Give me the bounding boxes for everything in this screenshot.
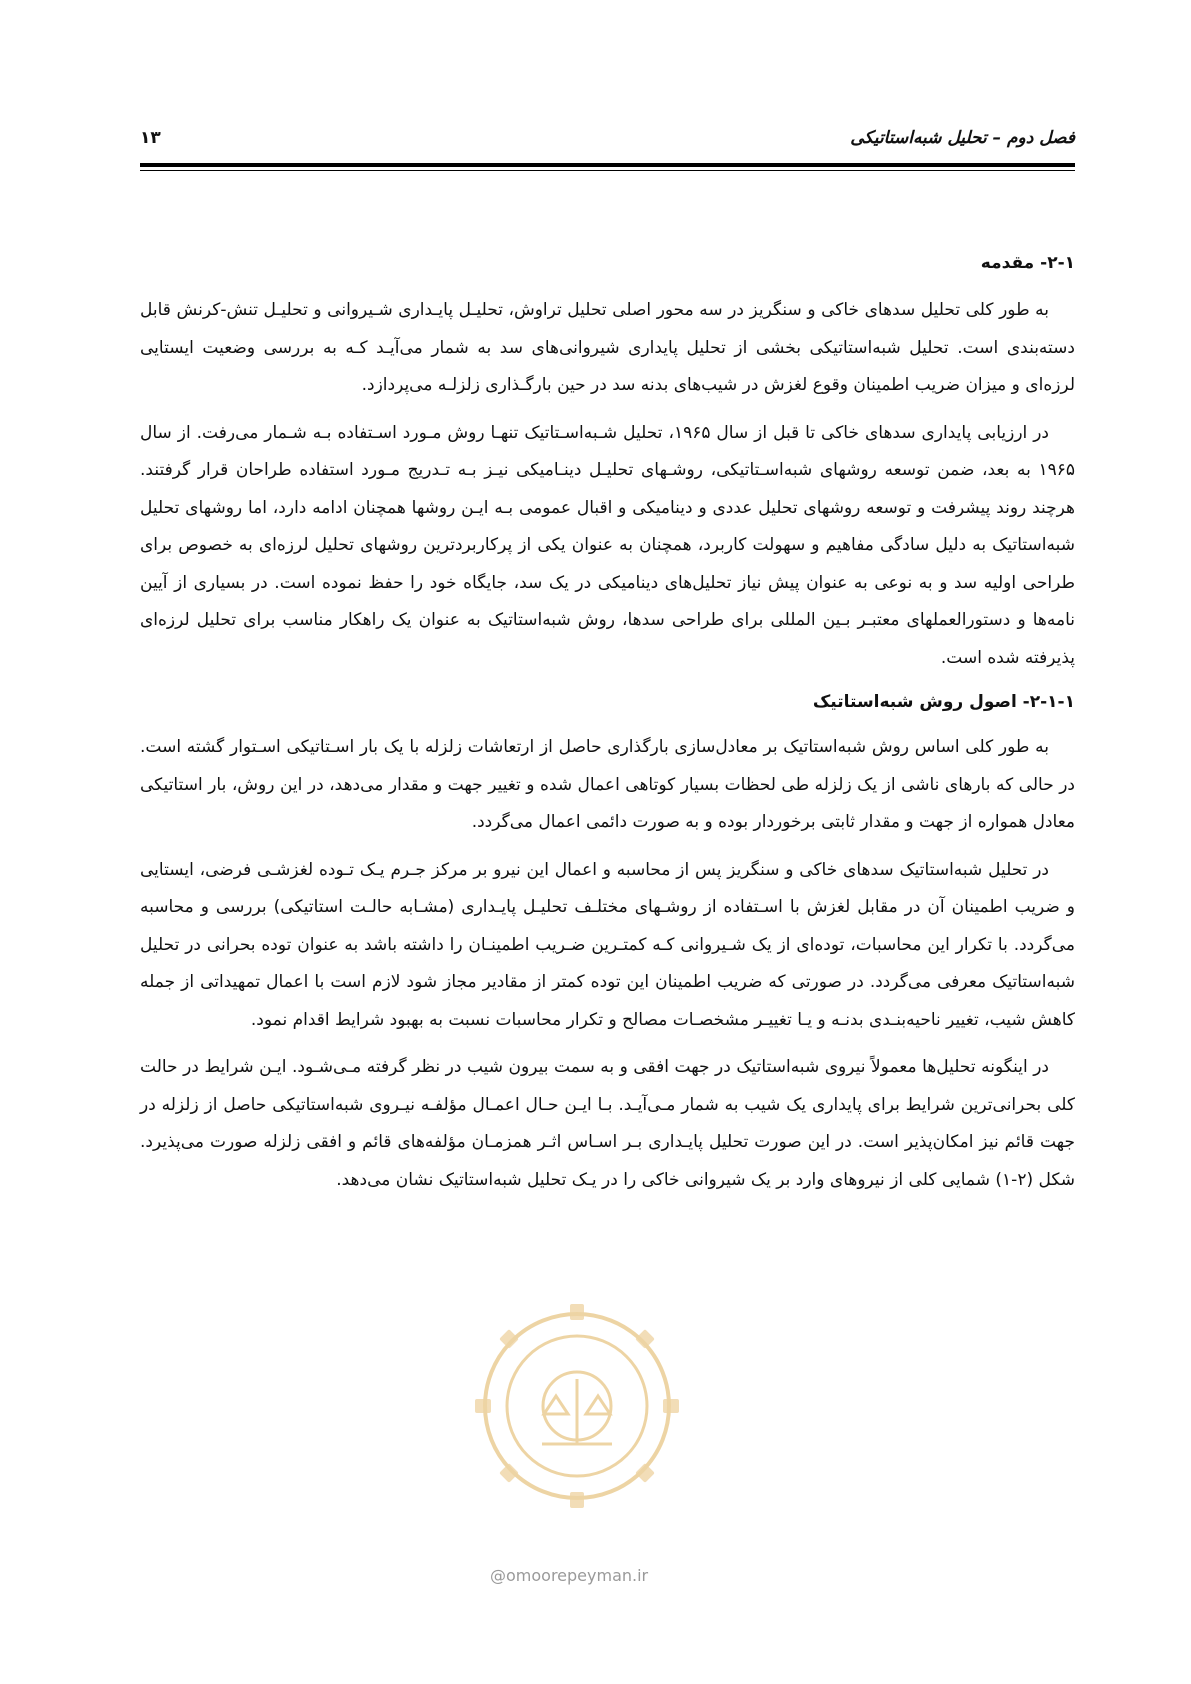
paragraph: به طور کلی تحلیل سدهای خاکی و سنگریز در سه محور اصلی تحلیل تراوش، تحلیـل پایـداری شـیروانی و تحلیـل تنش-کرنش قابل دسته‌بندی است. تحلیل شبه‌استاتیکی بخشی از تحلیل پایداری شیروانی‌های سد به شمار می‌آیـد کـه به بررسی وضعیت ایستایی لرزه‌ای و میزان ضریب اطمینان وقوع لغزش در شیب‌های بدنه سد در حین بارگـذاری زلزلـه می‌پردازد. — [140, 300, 1075, 395]
paragraph: در اینگونه تحلیل‌ها معمولاً نیروی شبه‌استاتیک در جهت افقی و به سمت بیرون شیب در نظر گرفته مـی‌شـود. ایـن شرایط در حالت کلی بحرانی‌ترین شرایط برای پایداری یک شیب به شمار مـی‌آیـد. بـا ایـن حـال اعمـال مؤلفـه نیـروی شبه‌استاتیکی حاصل از زلزله در جهت قائم نیز امکان‌پذیر است. در این صورت تحلیل پایـداری بـر اسـاس اثـر همزمـان مؤلفه‌های قائم و افقی زلزله صورت می‌پذیرد. شکل (۲-۱) شمایی کلی از نیروهای وارد بر یک شیروانی خاکی را در یـک تحلیل شبه‌استاتیک نشان می‌دهد. — [140, 1057, 1075, 1190]
header-rule-thin — [140, 170, 1075, 171]
paragraph: در تحلیل شبه‌استاتیک سدهای خاکی و سنگریز پس از محاسبه و اعمال این نیرو بر مرکز جـرم یـک تـوده لغزشـی فرضی، ایستایی و ضریب اطمینان آن در مقابل لغزش با اسـتفاده از روشـهای مختلـف تحلیـل پایـداری (مشـابه حالـت استاتیکی) بررسی و محاسبه می‌گردد. با تکرار این محاسبات، توده‌ای از یک شـیروانی کـه کمتـرین ضـریب اطمینـان را داشته باشد به عنوان توده بحرانی در تحلیل شبه‌استاتیک معرفی می‌گردد. در صورتی که ضریب اطمینان این توده کمتر از مقادیر مجاز شود لازم است با اعمال تمهیداتی از جمله کاهش شیب، تغییر ناحیه‌بنـدی بدنـه و یـا تغییـر مشخصـات مصالح و تکرار محاسبات نسبت به بهبود شرایط اقدام نمود. — [140, 859, 1075, 1030]
section-heading: ۲-۱- مقدمه — [980, 253, 1075, 273]
running-title: فصل دوم – تحلیل شبه‌استاتیکی — [850, 128, 1075, 148]
paragraph: در ارزیابی پایداری سدهای خاکی تا قبل از سال ۱۹۶۵، تحلیل شـبه‌اسـتاتیک تنهـا روش مـورد اسـتفاده بـه شـمار می‌رفت. از سال ۱۹۶۵ به بعد، ضمن توسعه روشهای شبه‌اسـتاتیکی، روشـهای تحلیـل دینـامیکی نیـز بـه تـدریج مـورد استفاده طراحان قرار گرفتند. هرچند روند پیشرفت و توسعه روشهای تحلیل عددی و دینامیکی و اقبال عمومی بـه ایـن روشها همچنان ادامه دارد، اما روشهای تحلیل شبه‌استاتیک به دلیل سادگی مفاهیم و سهولت کاربرد، همچنان به عنوان یکی از پرکاربردترین روشهای تحلیل لرزه‌ای به خصوص برای طراحی اولیه سد و به نوعی به عنوان پیش نیاز تحلیل‌های دینامیکی در یک سد، جایگاه خود را حفظ نموده است. در بسیاری از آیین نامه‌ها و دستورالعملهای معتبـر بـین المللی برای طراحی سدها، روش شبه‌استاتیک به عنوان یک راهکار مناسب برای تحلیل لرزه‌ای پذیرفته شده است. — [140, 422, 1075, 668]
body-content — [140, 248, 1075, 1209]
paragraph: به طور کلی اساس روش شبه‌استاتیک بر معادل‌سازی بارگذاری حاصل از ارتعاشات زلزله با یک بار اسـتاتیکی اسـتوار گشته است. در حالی که بارهای ناشی از یک زلزله طی لحظات بسیار کوتاهی اعمال شده و تغییر جهت و مقدار می‌دهد، در این روش، بار استاتیکی معادل همواره از جهت و مقدار ثابتی برخوردار بوده و به صورت دائمی اعمال می‌گردد. — [140, 737, 1075, 832]
subsection-heading: ۲-۱-۱- اصول روش شبه‌استاتیک — [812, 692, 1075, 712]
page-number: ۱۳ — [140, 128, 161, 148]
header-rule-thick — [140, 163, 1075, 167]
watermark-url: @omoorepeyman.ir — [490, 1566, 649, 1585]
page-header — [140, 124, 1075, 154]
gear-seal-icon — [462, 1294, 692, 1529]
